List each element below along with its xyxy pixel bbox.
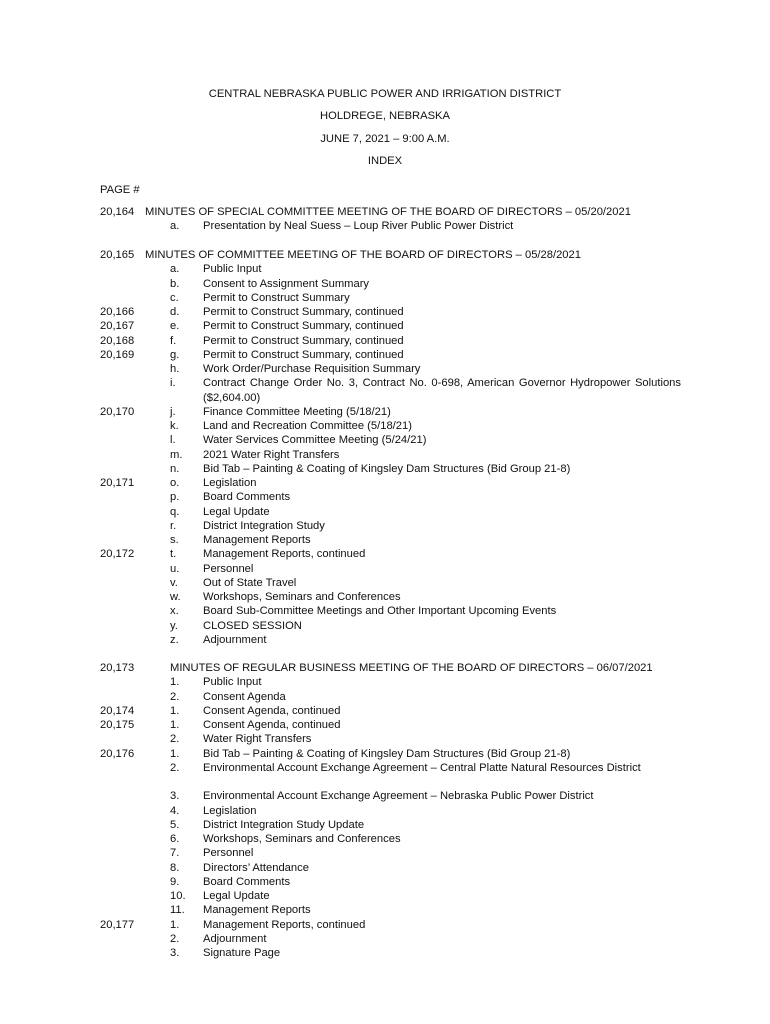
page-number: 20,175 — [100, 719, 135, 731]
item-marker: s. — [170, 534, 179, 546]
index-item — [0, 562, 770, 576]
index-item — [0, 490, 770, 504]
index-item — [0, 462, 770, 476]
item-text: Permit to Construct Summary, continued — [203, 348, 404, 361]
item-text: 2021 Water Right Transfers — [203, 448, 340, 461]
item-marker: k. — [170, 420, 179, 432]
item-marker: 6. — [170, 833, 180, 845]
index-item — [0, 789, 770, 803]
item-text: Public Input — [203, 676, 262, 689]
item-text: Board Comments — [203, 491, 291, 504]
item-text: Adjournment — [203, 633, 267, 646]
index-item — [0, 419, 770, 433]
item-marker: r. — [170, 519, 177, 532]
item-text: Environmental Account Exchange Agreement – Central Platte Natural Resources District — [203, 761, 641, 774]
meeting-datetime: JUNE 7, 2021 – 9:00 A.M. — [320, 132, 450, 145]
page-number: 20,165 — [100, 249, 135, 261]
index-item — [0, 590, 770, 604]
item-text: Permit to Construct Summary, continued — [203, 320, 404, 333]
section-committee-meeting — [0, 248, 770, 647]
item-marker: 1. — [170, 676, 180, 689]
item-text: Legal Update — [203, 890, 270, 902]
item-marker: 3. — [170, 947, 180, 959]
item-marker: b. — [170, 277, 180, 290]
item-text: District Integration Study — [203, 519, 325, 532]
page-number: 20,166 — [100, 306, 135, 318]
item-text: Legislation — [203, 804, 257, 817]
index-item — [0, 362, 770, 376]
item-marker: 8. — [170, 861, 180, 874]
item-text: Permit to Construct Summary — [203, 291, 350, 304]
index-item — [0, 818, 770, 832]
item-marker: 2. — [170, 733, 180, 746]
item-text: Personnel — [203, 847, 254, 860]
item-marker: j. — [170, 405, 176, 418]
item-marker: m. — [170, 448, 183, 461]
section-title: MINUTES OF REGULAR BUSINESS MEETING OF THE BOARD OF DIRECTORS – 06/07/2021 — [170, 662, 653, 674]
item-marker: z. — [170, 633, 179, 646]
index-item — [0, 519, 770, 533]
index-item — [0, 946, 770, 960]
item-list — [0, 675, 770, 960]
index-item — [0, 619, 770, 633]
index-item — [0, 505, 770, 519]
index-item — [0, 604, 770, 618]
item-list — [0, 262, 770, 647]
item-text: Contract Change Order No. 3, Contract No. 0-698, American Governor Hydropower Solutions ($2,604.00) — [203, 377, 681, 404]
item-marker: i. — [170, 377, 176, 390]
item-marker: a. — [170, 263, 180, 276]
index-item — [0, 405, 770, 419]
index-item — [0, 846, 770, 860]
page-number: 20,168 — [100, 334, 135, 347]
section-regular-business-meeting — [0, 661, 770, 960]
item-marker: 4. — [170, 804, 180, 817]
page-number: 20,169 — [100, 348, 135, 361]
item-text: Finance Committee Meeting (5/18/21) — [203, 405, 391, 418]
item-text: Public Input — [203, 263, 262, 276]
item-text: District Integration Study Update — [203, 818, 365, 831]
item-marker: 9. — [170, 875, 180, 888]
index-item — [0, 219, 770, 233]
section-title: MINUTES OF SPECIAL COMMITTEE MEETING OF THE BOARD OF DIRECTORS – 05/20/2021 — [145, 206, 631, 218]
page-number: 20,174 — [100, 704, 135, 717]
item-text: Land and Recreation Committee (5/18/21) — [203, 420, 412, 432]
item-text: Management Reports — [203, 904, 311, 917]
item-text: Legislation — [203, 477, 257, 489]
index-item — [0, 547, 770, 561]
index-item — [0, 576, 770, 590]
item-marker: 2. — [170, 932, 180, 945]
index-item — [0, 476, 770, 490]
section-title-row — [0, 248, 770, 262]
item-text: Bid Tab – Painting & Coating of Kingsley Dam Structures (Bid Group 21-8) — [203, 747, 571, 760]
item-text: Work Order/Purchase Requisition Summary — [203, 363, 421, 375]
item-text: Management Reports, continued — [203, 548, 366, 561]
item-text: Personnel — [203, 562, 254, 575]
item-text: Out of State Travel — [203, 576, 297, 589]
index-item — [0, 376, 770, 405]
item-marker: e. — [170, 320, 180, 333]
item-text: Permit to Construct Summary, continued — [203, 334, 404, 347]
item-marker: y. — [170, 619, 178, 632]
item-text: Permit to Construct Summary, continued — [203, 306, 404, 318]
item-marker: n. — [170, 462, 180, 475]
section-title-row — [0, 205, 770, 219]
index-item — [0, 675, 770, 689]
item-text: CLOSED SESSION — [203, 619, 302, 632]
item-marker: 11. — [170, 904, 185, 917]
item-marker: w. — [170, 591, 181, 603]
index-item — [0, 718, 770, 732]
index-item — [0, 832, 770, 846]
item-text: Workshops, Seminars and Conferences — [203, 591, 401, 603]
item-marker: v. — [170, 576, 178, 589]
section-title: MINUTES OF COMMITTEE MEETING OF THE BOARD OF DIRECTORS – 05/28/2021 — [145, 249, 581, 261]
organization-name: CENTRAL NEBRASKA PUBLIC POWER AND IRRIGATION DISTRICT — [208, 88, 562, 100]
page-column-label: PAGE # — [100, 184, 140, 196]
item-list — [0, 219, 770, 233]
index-item — [0, 747, 770, 761]
item-marker: l. — [170, 434, 176, 447]
index-item — [0, 291, 770, 305]
item-text: Presentation by Neal Suess – Loup River Public Power District — [203, 220, 514, 233]
index-item — [0, 277, 770, 291]
index-item — [0, 533, 770, 547]
index-item — [0, 918, 770, 932]
item-marker: t. — [170, 548, 177, 561]
item-text: Water Services Committee Meeting (5/24/21) — [203, 434, 427, 447]
item-text: Board Comments — [203, 875, 291, 888]
index-item — [0, 932, 770, 946]
item-text: Water Right Transfers — [203, 733, 312, 746]
item-marker: q. — [170, 505, 180, 518]
section-special-committee — [0, 205, 770, 234]
item-marker: f. — [170, 334, 177, 347]
page-number: 20,176 — [100, 747, 135, 760]
item-marker: p. — [170, 491, 180, 504]
item-text: Management Reports, continued — [203, 918, 366, 931]
item-marker: o. — [170, 477, 180, 489]
item-text: Consent Agenda, continued — [203, 704, 341, 717]
item-text: Directors’ Attendance — [203, 861, 309, 874]
index-item — [0, 348, 770, 362]
index-item — [0, 704, 770, 718]
item-marker: x. — [170, 605, 179, 618]
item-marker: g. — [170, 348, 180, 361]
item-marker: 7. — [170, 847, 180, 860]
index-item — [0, 262, 770, 276]
index-item — [0, 903, 770, 917]
index-item — [0, 761, 770, 790]
item-marker: 1. — [170, 918, 180, 931]
index-item — [0, 732, 770, 746]
location: HOLDREGE, NEBRASKA — [320, 110, 450, 123]
item-text: Environmental Account Exchange Agreement – Nebraska Public Power District — [203, 790, 594, 803]
item-text: Board Sub-Committee Meetings and Other Important Upcoming Events — [203, 605, 557, 618]
page-number: 20,173 — [100, 662, 135, 674]
item-marker: d. — [170, 306, 180, 318]
index-item — [0, 448, 770, 462]
item-marker: 2. — [170, 761, 180, 774]
index-item — [0, 305, 770, 319]
item-text: Consent to Assignment Summary — [203, 277, 370, 290]
item-marker: h. — [170, 363, 180, 375]
item-marker: 1. — [170, 747, 180, 760]
item-text: Bid Tab – Painting & Coating of Kingsley Dam Structures (Bid Group 21-8) — [203, 462, 571, 475]
index-item — [0, 889, 770, 903]
item-marker: u. — [170, 562, 180, 575]
page-number: 20,164 — [100, 206, 135, 218]
item-text: Legal Update — [203, 505, 270, 518]
page-number: 20,177 — [100, 918, 135, 931]
index-item — [0, 804, 770, 818]
item-text: Consent Agenda, continued — [203, 719, 341, 731]
item-text: Signature Page — [203, 947, 281, 959]
item-text: Workshops, Seminars and Conferences — [203, 833, 401, 845]
index-item — [0, 433, 770, 447]
page-number: 20,170 — [100, 405, 135, 418]
item-text: Management Reports — [203, 534, 311, 546]
item-text: Consent Agenda — [203, 690, 286, 703]
page-number: 20,167 — [100, 320, 135, 333]
document-header — [0, 87, 770, 176]
index-item — [0, 334, 770, 348]
index-item — [0, 319, 770, 333]
page-number: 20,172 — [100, 548, 135, 561]
index-item — [0, 690, 770, 704]
index-item — [0, 633, 770, 647]
item-marker: 3. — [170, 790, 180, 803]
item-marker: 2. — [170, 690, 180, 703]
item-marker: 1. — [170, 719, 180, 731]
index-title: INDEX — [367, 154, 403, 167]
section-title-row — [0, 661, 770, 675]
item-marker: 10. — [170, 890, 186, 902]
item-marker: c. — [170, 291, 179, 304]
item-text: Adjournment — [203, 932, 267, 945]
index-item — [0, 875, 770, 889]
index-item — [0, 861, 770, 875]
item-marker: a. — [170, 220, 180, 233]
item-marker: 1. — [170, 704, 180, 717]
item-marker: 5. — [170, 818, 180, 831]
page-number: 20,171 — [100, 477, 135, 489]
